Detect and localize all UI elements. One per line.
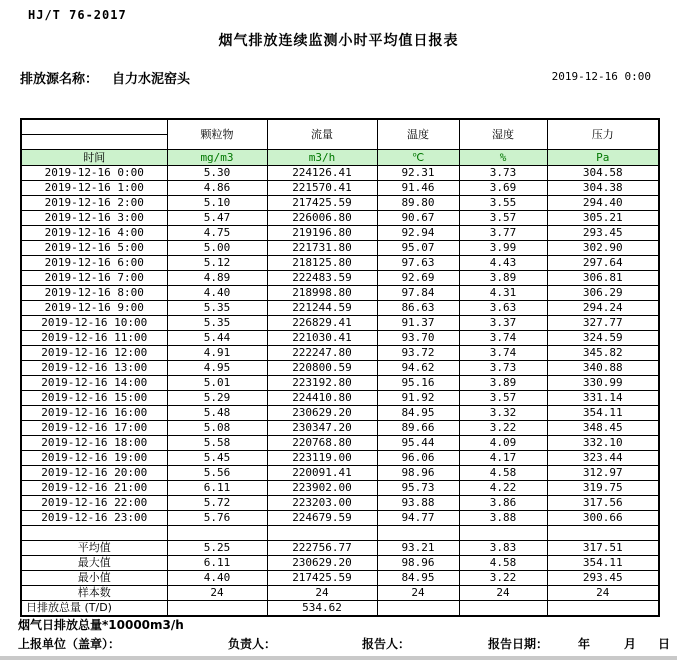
value-cell: 5.45 [167,451,267,466]
value-cell: 305.21 [547,211,659,226]
summary-value-cell: 222756.77 [267,541,377,556]
value-cell: 306.81 [547,271,659,286]
spacer-cell [21,526,167,541]
time-cell: 2019-12-16 12:00 [21,346,167,361]
value-cell: 306.29 [547,286,659,301]
table-row [21,406,659,421]
summary-value-cell: 84.95 [377,571,459,586]
value-cell: 89.66 [377,421,459,436]
summary-value-cell: 98.96 [377,556,459,571]
signature-line [0,635,677,651]
summary-label-cell: 最大值 [21,556,167,571]
value-cell: 224126.41 [267,166,377,181]
report-date-label: 报告日期： [488,637,549,651]
value-cell: 219196.80 [267,226,377,241]
value-cell: 300.66 [547,511,659,526]
time-cell: 2019-12-16 0:00 [21,166,167,181]
time-cell: 2019-12-16 6:00 [21,256,167,271]
value-cell: 5.76 [167,511,267,526]
value-cell: 223902.00 [267,481,377,496]
value-cell: 3.73 [459,166,547,181]
responsible-person-label: 负责人： [228,637,277,651]
standard-number: HJ/T 76-2017 [28,8,127,22]
value-cell: 5.08 [167,421,267,436]
value-cell: 226829.41 [267,316,377,331]
value-cell: 4.40 [167,286,267,301]
time-cell: 2019-12-16 20:00 [21,466,167,481]
value-cell: 5.01 [167,376,267,391]
value-cell: 91.37 [377,316,459,331]
value-cell: 223192.80 [267,376,377,391]
value-cell: 5.48 [167,406,267,421]
summary-rows [21,541,659,617]
value-cell: 323.44 [547,451,659,466]
value-cell: 3.22 [459,421,547,436]
value-cell: 324.59 [547,331,659,346]
time-cell: 2019-12-16 18:00 [21,436,167,451]
value-cell: 218998.80 [267,286,377,301]
summary-section [21,526,659,541]
value-cell: 91.92 [377,391,459,406]
time-cell: 2019-12-16 1:00 [21,181,167,196]
value-cell: 348.45 [547,421,659,436]
summary-value-cell: 534.62 [267,601,377,617]
summary-value-cell: 6.11 [167,556,267,571]
summary-value-cell: 217425.59 [267,571,377,586]
value-cell: 5.56 [167,466,267,481]
time-cell: 2019-12-16 21:00 [21,481,167,496]
value-cell: 3.32 [459,406,547,421]
summary-row [21,541,659,556]
monitoring-table [20,118,660,617]
value-cell: 340.88 [547,361,659,376]
table-row [21,256,659,271]
value-cell: 327.77 [547,316,659,331]
value-cell: 3.55 [459,196,547,211]
value-cell: 226006.80 [267,211,377,226]
value-cell: 221244.59 [267,301,377,316]
value-cell: 331.14 [547,391,659,406]
value-cell: 93.88 [377,496,459,511]
summary-value-cell: 293.45 [547,571,659,586]
value-cell: 223119.00 [267,451,377,466]
table-row [21,451,659,466]
month-label: 月 [624,637,637,651]
report-datetime: 2019-12-16 0:00 [551,70,651,83]
time-cell: 2019-12-16 19:00 [21,451,167,466]
time-cell: 2019-12-16 22:00 [21,496,167,511]
unit-header-row [21,150,659,166]
summary-label-cell: 最小值 [21,571,167,586]
table-row [21,436,659,451]
value-cell: 91.46 [377,181,459,196]
total-emission-note: 烟气日排放总量*10000m3/h [18,618,184,632]
value-cell: 222483.59 [267,271,377,286]
value-cell: 4.43 [459,256,547,271]
value-cell: 4.22 [459,481,547,496]
value-cell: 5.47 [167,211,267,226]
summary-value-cell: 24 [547,586,659,601]
value-cell: 221570.41 [267,181,377,196]
value-cell: 95.44 [377,436,459,451]
summary-value-cell: 24 [267,586,377,601]
value-cell: 222247.80 [267,346,377,361]
value-cell: 3.57 [459,391,547,406]
time-column-header: 时间 [21,150,167,166]
table-row [21,241,659,256]
value-cell: 97.63 [377,256,459,271]
summary-value-cell: 317.51 [547,541,659,556]
summary-value-cell [377,601,459,617]
value-cell: 224679.59 [267,511,377,526]
value-cell: 319.75 [547,481,659,496]
value-cell: 304.38 [547,181,659,196]
table-row [21,466,659,481]
value-cell: 3.77 [459,226,547,241]
summary-row [21,601,659,617]
value-cell: 3.73 [459,361,547,376]
table-row [21,211,659,226]
value-cell: 354.11 [547,406,659,421]
spacer-cell [167,526,267,541]
column-header-temperature: 温度 [377,119,459,150]
table-row [21,481,659,496]
table-row [21,181,659,196]
value-cell: 94.77 [377,511,459,526]
spacer-cell [267,526,377,541]
value-cell: 5.10 [167,196,267,211]
value-cell: 297.64 [547,256,659,271]
header-corner-top [21,119,167,135]
value-cell: 4.09 [459,436,547,451]
value-cell: 5.58 [167,436,267,451]
time-cell: 2019-12-16 13:00 [21,361,167,376]
summary-value-cell: 3.83 [459,541,547,556]
table-row [21,346,659,361]
value-cell: 97.84 [377,286,459,301]
hour-rows [21,166,659,526]
table-row [21,226,659,241]
reporter-label: 报告人： [362,637,411,651]
summary-value-cell: 93.21 [377,541,459,556]
summary-value-cell: 354.11 [547,556,659,571]
time-cell: 2019-12-16 15:00 [21,391,167,406]
value-cell: 220800.59 [267,361,377,376]
value-cell: 3.86 [459,496,547,511]
summary-row [21,586,659,601]
time-cell: 2019-12-16 14:00 [21,376,167,391]
unit-temperature: ℃ [377,150,459,166]
value-cell: 92.31 [377,166,459,181]
value-cell: 294.40 [547,196,659,211]
unit-flow: m3/h [267,150,377,166]
value-cell: 217425.59 [267,196,377,211]
summary-row [21,556,659,571]
value-cell: 345.82 [547,346,659,361]
value-cell: 6.11 [167,481,267,496]
summary-label-cell: 平均值 [21,541,167,556]
value-cell: 4.86 [167,181,267,196]
value-cell: 86.63 [377,301,459,316]
value-cell: 3.63 [459,301,547,316]
time-cell: 2019-12-16 10:00 [21,316,167,331]
value-cell: 98.96 [377,466,459,481]
value-cell: 89.80 [377,196,459,211]
value-cell: 317.56 [547,496,659,511]
summary-value-cell: 3.22 [459,571,547,586]
header-corner-bottom [21,135,167,150]
value-cell: 5.35 [167,316,267,331]
window-bottom-strip [0,656,677,660]
value-cell: 221731.80 [267,241,377,256]
summary-value-cell: 24 [459,586,547,601]
value-cell: 3.88 [459,511,547,526]
value-cell: 84.95 [377,406,459,421]
unit-pressure: Pa [547,150,659,166]
day-label: 日 [658,637,671,651]
value-cell: 95.73 [377,481,459,496]
summary-value-cell [459,601,547,617]
year-label: 年 [578,637,591,651]
value-cell: 3.57 [459,211,547,226]
value-cell: 3.37 [459,316,547,331]
summary-value-cell: 24 [377,586,459,601]
value-cell: 330.99 [547,376,659,391]
value-cell: 93.72 [377,346,459,361]
value-cell: 4.17 [459,451,547,466]
emission-source-label: 排放源名称： [20,72,99,87]
value-cell: 90.67 [377,211,459,226]
report-unit-label: 上报单位（盖章）： [18,637,121,651]
value-cell: 5.30 [167,166,267,181]
value-cell: 224410.80 [267,391,377,406]
summary-value-cell [167,601,267,617]
spacer-cell [547,526,659,541]
summary-label-cell: 日排放总量 (T/D) [21,601,167,617]
table-row [21,496,659,511]
summary-value-cell: 230629.20 [267,556,377,571]
value-cell: 223203.00 [267,496,377,511]
value-cell: 230347.20 [267,421,377,436]
value-cell: 230629.20 [267,406,377,421]
summary-value-cell: 4.40 [167,571,267,586]
emission-source-name: 自力水泥窑头 [112,72,191,87]
value-cell: 294.24 [547,301,659,316]
table-row [21,196,659,211]
value-cell: 4.95 [167,361,267,376]
table-row [21,316,659,331]
value-cell: 221030.41 [267,331,377,346]
value-cell: 5.12 [167,256,267,271]
column-header-humidity: 湿度 [459,119,547,150]
table-row [21,301,659,316]
time-cell: 2019-12-16 8:00 [21,286,167,301]
value-cell: 96.06 [377,451,459,466]
time-cell: 2019-12-16 9:00 [21,301,167,316]
value-cell: 95.16 [377,376,459,391]
table-row [21,376,659,391]
value-cell: 293.45 [547,226,659,241]
value-cell: 4.31 [459,286,547,301]
value-cell: 93.70 [377,331,459,346]
value-cell: 5.44 [167,331,267,346]
table-row [21,166,659,181]
pollutant-header-row [21,119,659,135]
spacer-cell [459,526,547,541]
value-cell: 304.58 [547,166,659,181]
value-cell: 3.74 [459,331,547,346]
time-cell: 2019-12-16 3:00 [21,211,167,226]
time-cell: 2019-12-16 2:00 [21,196,167,211]
value-cell: 4.75 [167,226,267,241]
summary-value-cell: 24 [167,586,267,601]
value-cell: 95.07 [377,241,459,256]
summary-row [21,571,659,586]
table-row [21,286,659,301]
column-header-flow: 流量 [267,119,377,150]
value-cell: 94.62 [377,361,459,376]
time-cell: 2019-12-16 11:00 [21,331,167,346]
time-cell: 2019-12-16 7:00 [21,271,167,286]
column-header-particulate: 颗粒物 [167,119,267,150]
value-cell: 4.91 [167,346,267,361]
time-cell: 2019-12-16 16:00 [21,406,167,421]
emission-source-line [20,68,190,87]
value-cell: 3.89 [459,271,547,286]
table-row [21,361,659,376]
table-header-section [21,119,659,166]
value-cell: 5.35 [167,301,267,316]
time-cell: 2019-12-16 4:00 [21,226,167,241]
spacer-cell [377,526,459,541]
value-cell: 5.00 [167,241,267,256]
value-cell: 3.74 [459,346,547,361]
time-cell: 2019-12-16 17:00 [21,421,167,436]
table-row [21,331,659,346]
summary-value-cell [547,601,659,617]
table-row [21,421,659,436]
value-cell: 3.89 [459,376,547,391]
value-cell: 220768.80 [267,436,377,451]
value-cell: 332.10 [547,436,659,451]
value-cell: 5.72 [167,496,267,511]
spacer-row [21,526,659,541]
value-cell: 218125.80 [267,256,377,271]
column-header-pressure: 压力 [547,119,659,150]
time-cell: 2019-12-16 23:00 [21,511,167,526]
time-cell: 2019-12-16 5:00 [21,241,167,256]
summary-value-cell: 4.58 [459,556,547,571]
unit-humidity: % [459,150,547,166]
value-cell: 92.94 [377,226,459,241]
value-cell: 4.89 [167,271,267,286]
value-cell: 3.99 [459,241,547,256]
value-cell: 4.58 [459,466,547,481]
unit-particulate: mg/m3 [167,150,267,166]
table-row [21,271,659,286]
table-row [21,511,659,526]
value-cell: 92.69 [377,271,459,286]
value-cell: 5.29 [167,391,267,406]
page-title: 烟气排放连续监测小时平均值日报表 [218,33,459,49]
value-cell: 220091.41 [267,466,377,481]
value-cell: 3.69 [459,181,547,196]
summary-value-cell: 5.25 [167,541,267,556]
summary-label-cell: 样本数 [21,586,167,601]
value-cell: 312.97 [547,466,659,481]
value-cell: 302.90 [547,241,659,256]
table-row [21,391,659,406]
